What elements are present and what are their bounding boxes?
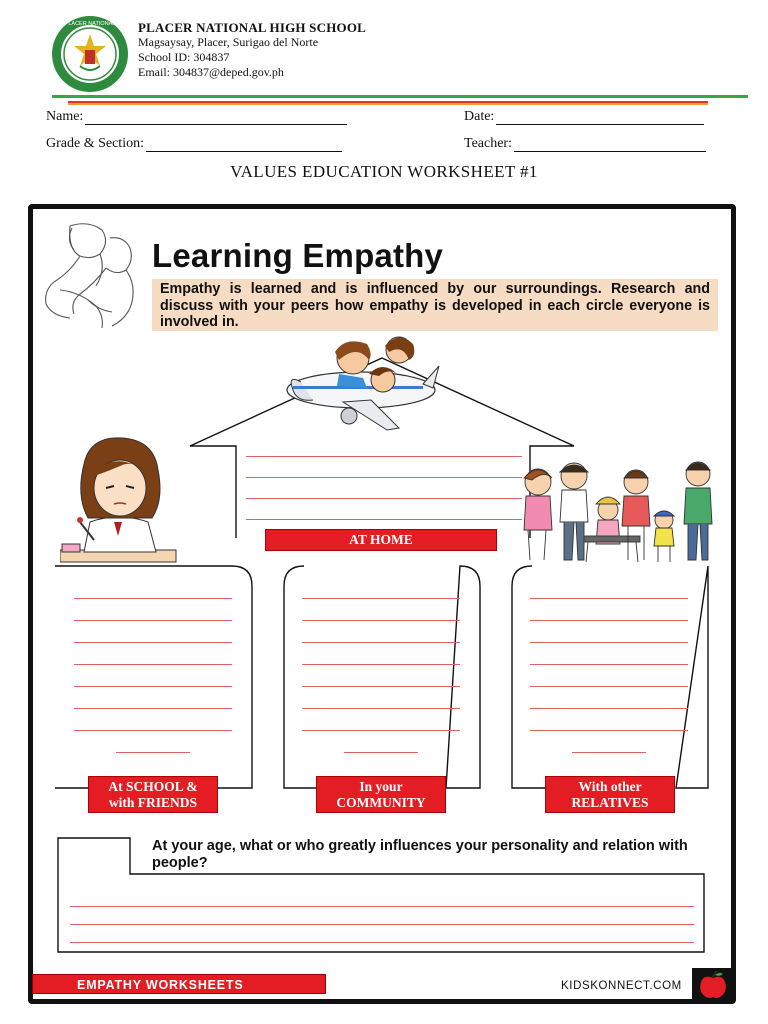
community-writing-line[interactable]: [302, 598, 460, 599]
home-writing-line[interactable]: [246, 519, 522, 520]
relatives-label: [545, 776, 675, 813]
grade-section-label: Grade & Section:: [46, 136, 144, 151]
teacher-label: Teacher:: [464, 136, 512, 151]
activity-instructions: Empathy is learned and is influenced by our surroundings. Research and discuss with your peers how empathy is developed in each circle everyone is involved in.: [152, 279, 718, 331]
svg-text:PLACER NATIONAL: PLACER NATIONAL: [64, 21, 116, 27]
school-writing-line[interactable]: [74, 620, 232, 621]
school-writing-line[interactable]: [74, 730, 232, 731]
school-id: School ID: 304837: [138, 50, 230, 64]
date-label: Date:: [464, 109, 495, 124]
activity-title: Learning Empathy: [152, 237, 444, 274]
relatives-label-line1: With other: [578, 778, 642, 794]
relatives-writing-line[interactable]: [572, 752, 646, 753]
community-label-line2: COMMUNITY: [336, 794, 426, 810]
school-address: Magsaysay, Placer, Surigao del Norte: [138, 35, 319, 49]
school-writing-line[interactable]: [74, 642, 232, 643]
home-writing-line[interactable]: [246, 498, 522, 499]
apple-icon: [692, 968, 734, 1002]
school-writing-line[interactable]: [74, 598, 232, 599]
airplane-children-icon: [283, 330, 443, 436]
answer-writing-line[interactable]: [70, 906, 694, 907]
school-label: [88, 776, 218, 813]
home-writing-line[interactable]: [246, 477, 522, 478]
relatives-writing-line[interactable]: [530, 708, 688, 709]
relatives-writing-line[interactable]: [530, 642, 688, 643]
relatives-writing-line[interactable]: [530, 686, 688, 687]
community-box-outline: [284, 566, 480, 788]
school-name: PLACER NATIONAL HIGH SCHOOL: [138, 20, 366, 35]
community-writing-line[interactable]: [302, 708, 460, 709]
relatives-box-outline: [512, 566, 708, 788]
school-writing-line[interactable]: [74, 686, 232, 687]
relatives-label-line2: RELATIVES: [571, 794, 649, 810]
community-writing-line[interactable]: [302, 686, 460, 687]
worksheet-title: VALUES EDUCATION WORKSHEET #1: [230, 162, 538, 181]
student-girl-icon: [60, 436, 180, 566]
answer-writing-line[interactable]: [70, 942, 694, 943]
school-writing-line[interactable]: [74, 664, 232, 665]
school-writing-line[interactable]: [116, 752, 190, 753]
relatives-writing-line[interactable]: [530, 730, 688, 731]
home-writing-line[interactable]: [246, 456, 522, 457]
school-box-outline: [55, 566, 252, 788]
community-writing-line[interactable]: [302, 730, 460, 731]
home-label-text: AT HOME: [349, 532, 413, 547]
answer-writing-line[interactable]: [70, 924, 694, 925]
community-writing-line[interactable]: [344, 752, 418, 753]
relatives-writing-line[interactable]: [530, 598, 688, 599]
school-label-line2: with FRIENDS: [108, 794, 198, 810]
school-writing-line[interactable]: [74, 708, 232, 709]
school-label-line1: At SCHOOL &: [108, 778, 198, 794]
relatives-writing-line[interactable]: [530, 664, 688, 665]
community-writing-line[interactable]: [302, 620, 460, 621]
reflection-question: At your age, what or who greatly influences your personality and relation with people?: [152, 838, 688, 871]
community-label-line1: In your: [359, 778, 403, 794]
community-writing-line[interactable]: [302, 642, 460, 643]
footer-site: KIDSKONNECT.COM: [561, 980, 682, 992]
community-label: [316, 776, 446, 813]
home-label: [265, 529, 497, 551]
footer-label: EMPATHY WORKSHEETS: [32, 974, 326, 994]
family-group-icon: [512, 460, 722, 566]
relatives-writing-line[interactable]: [530, 620, 688, 621]
name-label: Name:: [46, 109, 84, 124]
school-email: Email: 304837@deped.gov.ph: [138, 65, 284, 79]
community-writing-line[interactable]: [302, 664, 460, 665]
